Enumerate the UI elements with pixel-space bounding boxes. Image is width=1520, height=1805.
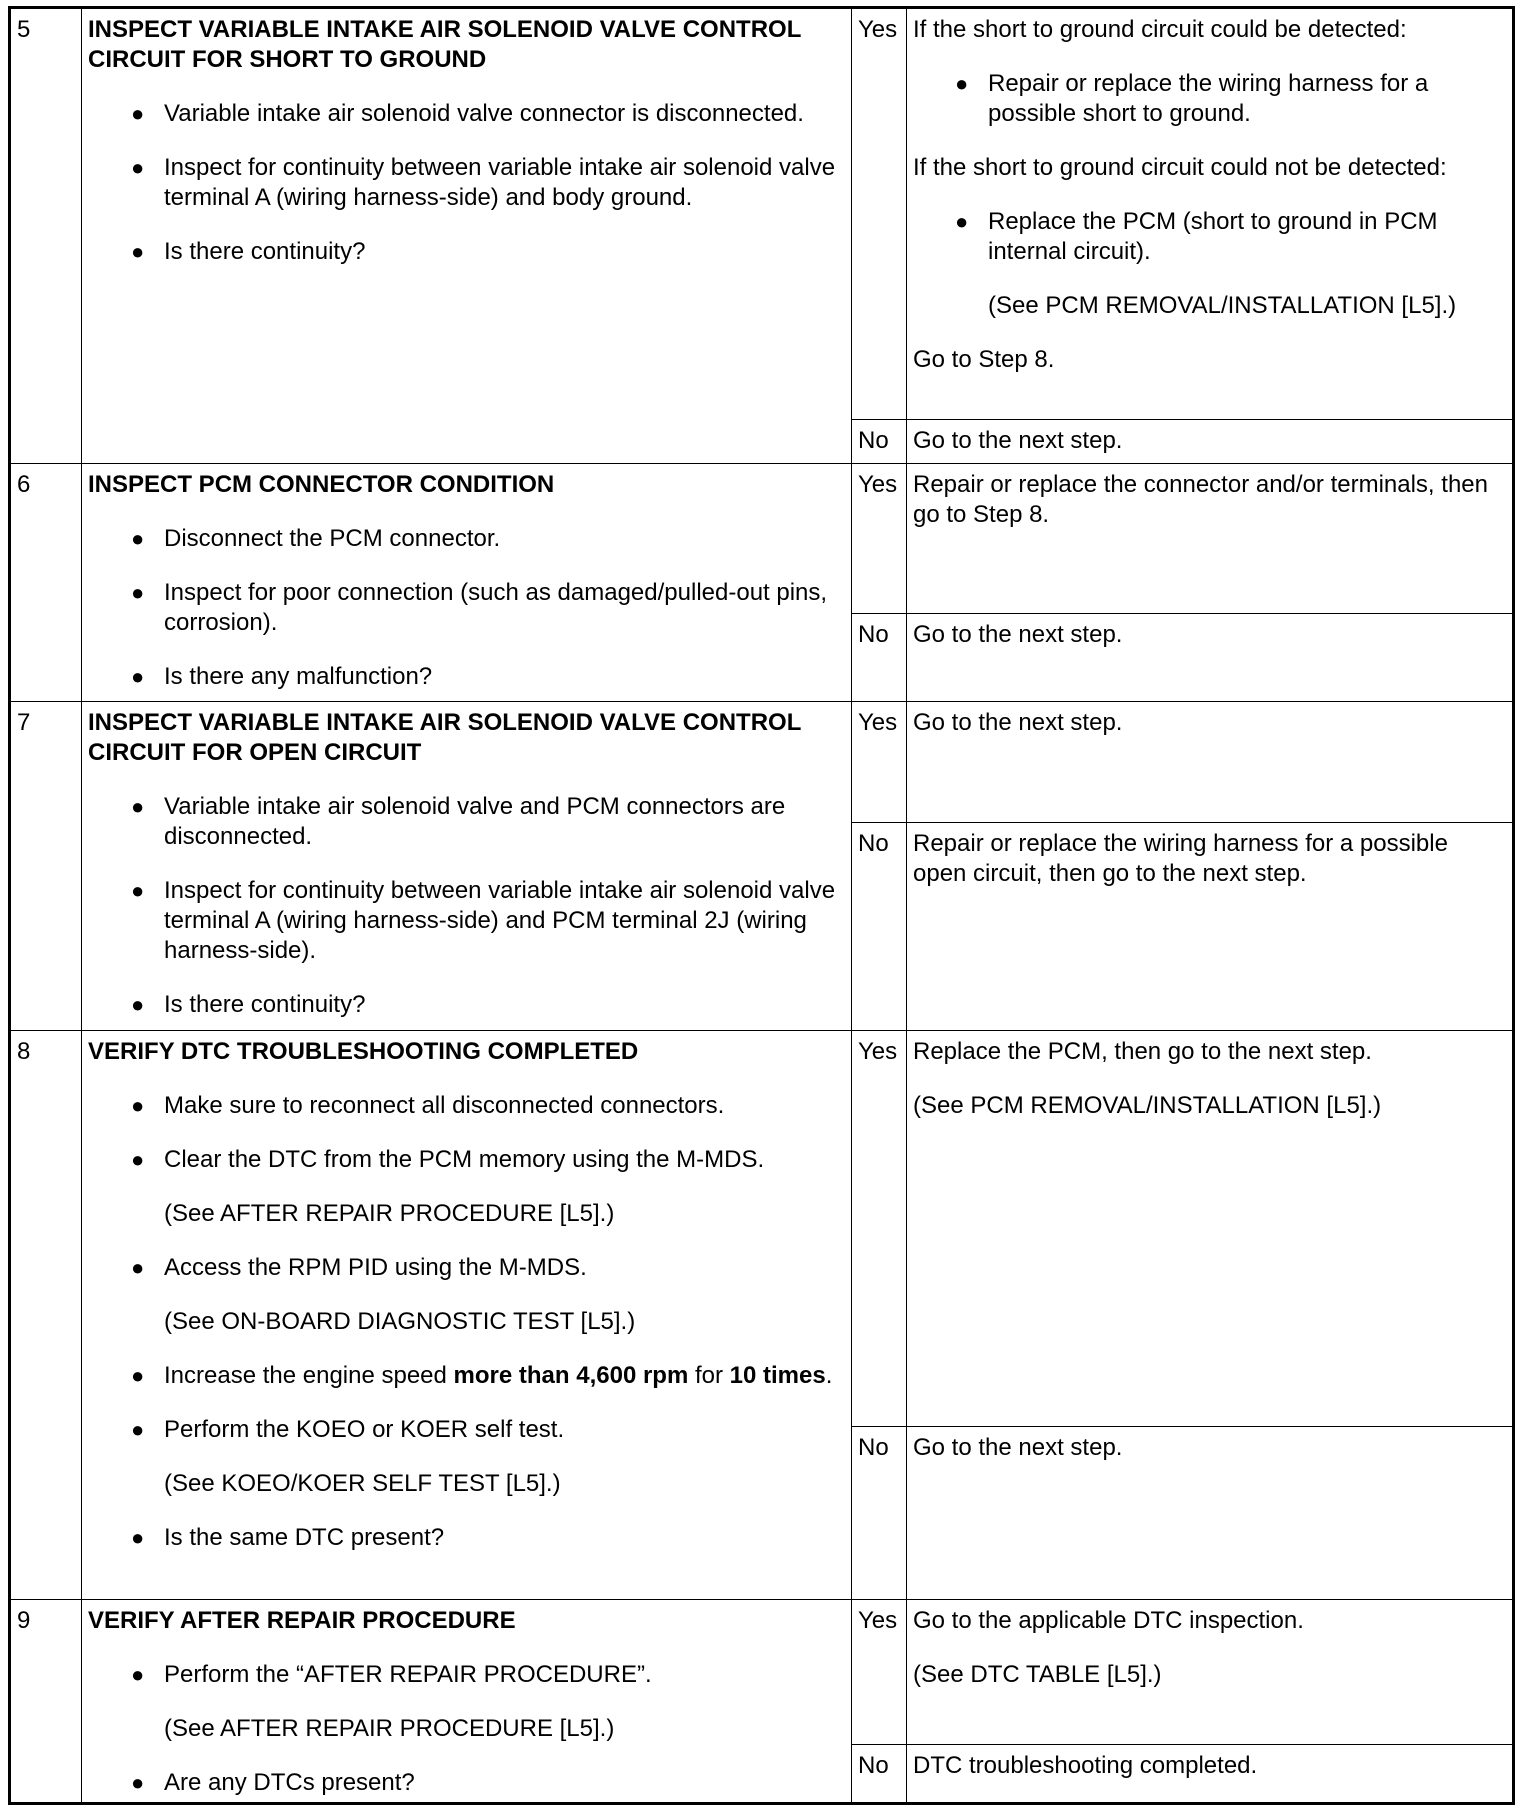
answer-no: No <box>852 1744 907 1803</box>
reference-text: (See PCM REMOVAL/INSTALLATION [L5].) <box>988 292 1457 319</box>
procedure-bullet: ● Perform the “AFTER REPAIR PROCEDURE”. <box>131 1661 652 1688</box>
goto-text: Go to Step 8. <box>913 346 1055 373</box>
step-procedure <box>82 1031 852 1600</box>
step-6-row-yes <box>10 464 1514 614</box>
procedure-question: ● Are any DTCs present? <box>131 1769 415 1796</box>
procedure-bullet: ● Clear the DTC from the PCM memory using the M-MDS. <box>131 1146 765 1173</box>
bullet-icon: ● <box>955 71 969 96</box>
reference-text: (See KOEO/KOER SELF TEST [L5].) <box>164 1470 561 1497</box>
answer-yes: Yes <box>852 1600 907 1745</box>
step-procedure <box>82 1600 852 1804</box>
step-number: 8 <box>10 1031 82 1600</box>
procedure-bullet: ● Make sure to reconnect all disconnected connectors. <box>131 1092 725 1119</box>
step-title: VERIFY AFTER REPAIR PROCEDURE <box>88 1607 516 1634</box>
bullet-icon: ● <box>131 664 145 689</box>
step-number: 7 <box>10 702 82 1031</box>
procedure-question: ● Is there continuity? <box>131 238 366 265</box>
step-title: INSPECT VARIABLE INTAKE AIR SOLENOID VALVE CONTROL CIRCUIT FOR OPEN CIRCUIT <box>88 709 801 766</box>
bullet-icon: ● <box>131 526 145 551</box>
reference-text: (See ON-BOARD DIAGNOSTIC TEST [L5].) <box>164 1308 636 1335</box>
step-procedure <box>82 8 852 464</box>
answer-no: No <box>852 614 907 702</box>
bullet-icon: ● <box>131 992 145 1017</box>
procedure-question: ● Is the same DTC present? <box>131 1524 445 1551</box>
yes-action <box>907 1031 1514 1427</box>
action-text: Go to the applicable DTC inspection. <box>913 1607 1304 1634</box>
troubleshooting-table <box>8 6 1515 1805</box>
no-action: DTC troubleshooting completed. <box>907 1744 1514 1803</box>
procedure-bullet: ● Disconnect the PCM connector. <box>131 525 501 552</box>
answer-yes: Yes <box>852 8 907 420</box>
procedure-bullet: ● Inspect for continuity between variable intake air solenoid valve terminal A (wiring harness-side) and PCM terminal 2J (wiring harness-side). <box>131 877 836 964</box>
reference-text: (See DTC TABLE [L5].) <box>913 1661 1162 1688</box>
bullet-icon: ● <box>131 878 145 903</box>
procedure-bullet: ● Perform the KOEO or KOER self test. <box>131 1416 565 1443</box>
answer-no: No <box>852 420 907 464</box>
condition-text: If the short to ground circuit could not be detected: <box>913 154 1447 181</box>
procedure-bullet: ● Variable intake air solenoid valve and PCM connectors are disconnected. <box>131 793 786 850</box>
reference-text: (See AFTER REPAIR PROCEDURE [L5].) <box>164 1715 615 1742</box>
bullet-icon: ● <box>131 1662 145 1687</box>
step-7-row-yes <box>10 702 1514 823</box>
answer-yes: Yes <box>852 1031 907 1427</box>
action-text: Replace the PCM, then go to the next step. <box>913 1038 1372 1065</box>
no-action: Go to the next step. <box>907 420 1514 464</box>
procedure-bullet: ● Variable intake air solenoid valve connector is disconnected. <box>131 100 804 127</box>
yes-action: Repair or replace the connector and/or terminals, then go to Step 8. <box>907 464 1514 614</box>
bullet-icon: ● <box>955 209 969 234</box>
no-action: Go to the next step. <box>907 1427 1514 1600</box>
step-title: INSPECT PCM CONNECTOR CONDITION <box>88 471 555 498</box>
bullet-icon: ● <box>131 101 145 126</box>
action-bullet: ● Replace the PCM (short to ground in PCM internal circuit). <box>955 208 1438 265</box>
answer-yes: Yes <box>852 702 907 823</box>
answer-no: No <box>852 1427 907 1600</box>
yes-action <box>907 8 1514 420</box>
bullet-icon: ● <box>131 1417 145 1442</box>
bullet-icon: ● <box>131 1363 145 1388</box>
no-action: Repair or replace the wiring harness for a possible open circuit, then go to the next step. <box>907 823 1514 1031</box>
reference-text: (See AFTER REPAIR PROCEDURE [L5].) <box>164 1200 615 1227</box>
procedure-bullet: ● Inspect for poor connection (such as damaged/pulled-out pins, corrosion). <box>131 579 828 636</box>
procedure-bullet: ● Increase the engine speed more than 4,600 rpm for 10 times. <box>131 1362 833 1389</box>
bullet-icon: ● <box>131 1093 145 1118</box>
no-action: Go to the next step. <box>907 614 1514 702</box>
bullet-icon: ● <box>131 580 145 605</box>
step-title: VERIFY DTC TROUBLESHOOTING COMPLETED <box>88 1038 639 1065</box>
bullet-icon: ● <box>131 239 145 264</box>
yes-action: Go to the next step. <box>907 702 1514 823</box>
condition-text: If the short to ground circuit could be detected: <box>913 16 1407 43</box>
bullet-icon: ● <box>131 1770 145 1795</box>
reference-text: (See PCM REMOVAL/INSTALLATION [L5].) <box>913 1092 1382 1119</box>
step-9-row-yes <box>10 1600 1514 1745</box>
step-number: 9 <box>10 1600 82 1804</box>
procedure-question: ● Is there any malfunction? <box>131 663 433 690</box>
procedure-question: ● Is there continuity? <box>131 991 366 1018</box>
yes-action <box>907 1600 1514 1745</box>
step-number: 6 <box>10 464 82 702</box>
step-8-row-yes <box>10 1031 1514 1427</box>
step-5-row-yes <box>10 8 1514 420</box>
action-bullet: ● Repair or replace the wiring harness for a possible short to ground. <box>955 70 1429 127</box>
answer-yes: Yes <box>852 464 907 614</box>
step-procedure <box>82 702 852 1031</box>
procedure-bullet: ● Inspect for continuity between variable intake air solenoid valve terminal A (wiring harness-side) and body ground. <box>131 154 836 211</box>
answer-no: No <box>852 823 907 1031</box>
step-procedure <box>82 464 852 702</box>
bullet-icon: ● <box>131 794 145 819</box>
procedure-bullet: ● Access the RPM PID using the M-MDS. <box>131 1254 587 1281</box>
bullet-icon: ● <box>131 155 145 180</box>
step-number: 5 <box>10 8 82 464</box>
bullet-icon: ● <box>131 1147 145 1172</box>
bullet-icon: ● <box>131 1255 145 1280</box>
step-title: INSPECT VARIABLE INTAKE AIR SOLENOID VALVE CONTROL CIRCUIT FOR SHORT TO GROUND <box>88 16 801 73</box>
bullet-icon: ● <box>131 1525 145 1550</box>
